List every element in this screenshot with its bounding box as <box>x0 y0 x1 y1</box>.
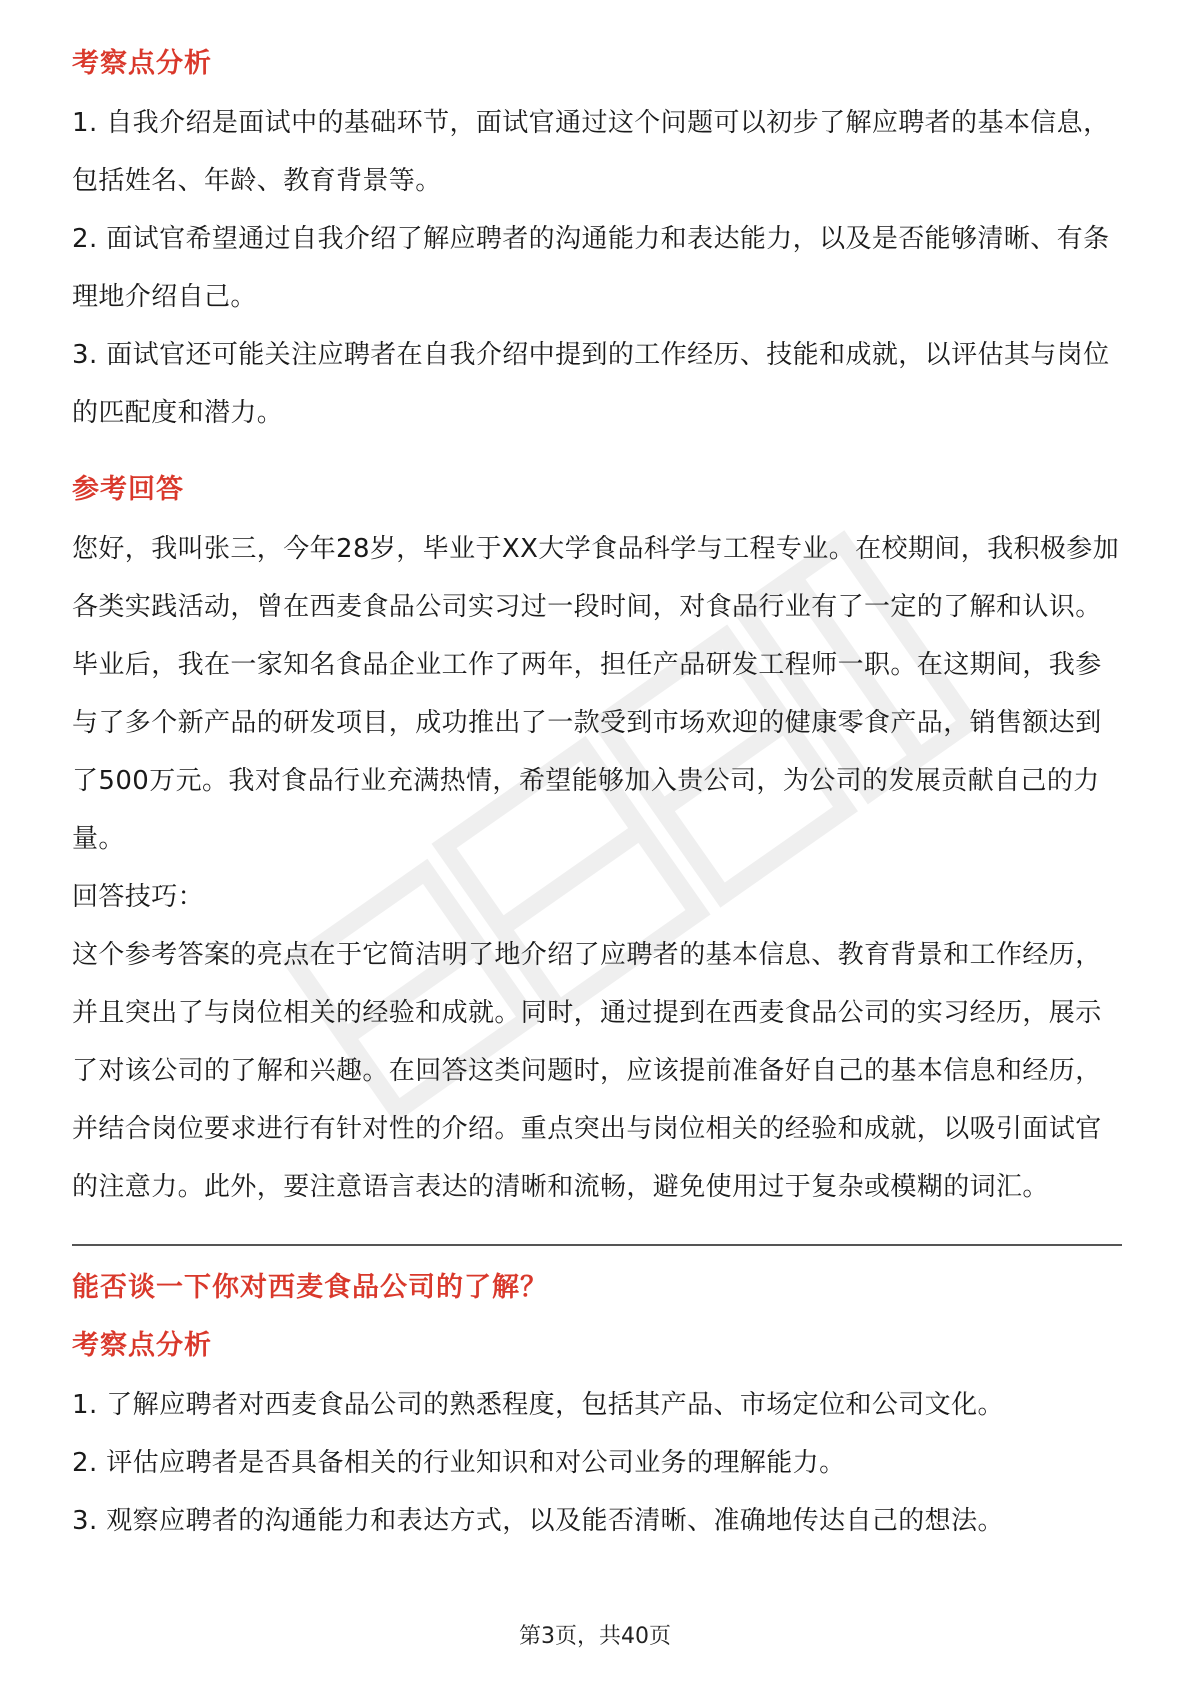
analysis-item-2-1: 1. 了解应聘者对西麦食品公司的熟悉程度，包括其产品、市场定位和公司文化。 <box>72 1390 1004 1420</box>
reference-answer-heading: 参考回答 <box>72 474 184 505</box>
analysis-section-1 <box>72 44 1122 442</box>
page-content <box>72 44 1122 1550</box>
answer-tips-label: 回答技巧： <box>72 882 205 912</box>
analysis-heading: 考察点分析 <box>72 48 212 79</box>
analysis-heading-2: 考察点分析 <box>72 1330 212 1361</box>
reference-answer-section <box>72 470 1122 1216</box>
reference-answer-text: 您好，我叫张三，今年28岁，毕业于XX大学食品科学与工程专业。在校期间，我积极参加各类实践活动，曾在西麦食品公司实习过一段时间，对食品行业有了一定的了解和认识。毕业后，我在一家知名食品企业工作了两年，担任产品研发工程师一职。在这期间，我参与了多个新产品的研发项目，成功推出了一款受到市场欢迎的健康零食产品，销售额达到了500万元。我对食品行业充满热情，希望能够加入贵公司，为公司的发展贡献自己的力量。 <box>72 534 1120 854</box>
page-number: 第3页，共40页 <box>519 1624 671 1649</box>
analysis-item-2: 2. 面试官希望通过自我介绍了解应聘者的沟通能力和表达能力，以及是否能够清晰、有条理地介绍自己。 <box>72 224 1110 312</box>
question-section-2 <box>72 1268 1122 1550</box>
answer-tips-text: 这个参考答案的亮点在于它简洁明了地介绍了应聘者的基本信息、教育背景和工作经历，并且突出了与岗位相关的经验和成就。同时，通过提到在西麦食品公司的实习经历，展示了对该公司的了解和兴趣。在回答这类问题时，应该提前准备好自己的基本信息和经历，并结合岗位要求进行有针对性的介绍。重点突出与岗位相关的经验和成就，以吸引面试官的注意力。此外，要注意语言表达的清晰和流畅，避免使用过于复杂或模糊的词汇。 <box>72 940 1102 1202</box>
analysis-item-2-3: 3. 观察应聘者的沟通能力和表达方式，以及能否清晰、准确地传达自己的想法。 <box>72 1506 1004 1536</box>
analysis-item-2-2: 2. 评估应聘者是否具备相关的行业知识和对公司业务的理解能力。 <box>72 1448 846 1478</box>
analysis-item-1: 1. 自我介绍是面试中的基础环节，面试官通过这个问题可以初步了解应聘者的基本信息，包括姓名、年龄、教育背景等。 <box>72 108 1110 196</box>
question-title: 能否谈一下你对西麦食品公司的了解？ <box>72 1272 548 1303</box>
analysis-item-3: 3. 面试官还可能关注应聘者在自我介绍中提到的工作经历、技能和成就，以评估其与岗位的匹配度和潜力。 <box>72 340 1110 428</box>
section-divider <box>72 1244 1122 1246</box>
